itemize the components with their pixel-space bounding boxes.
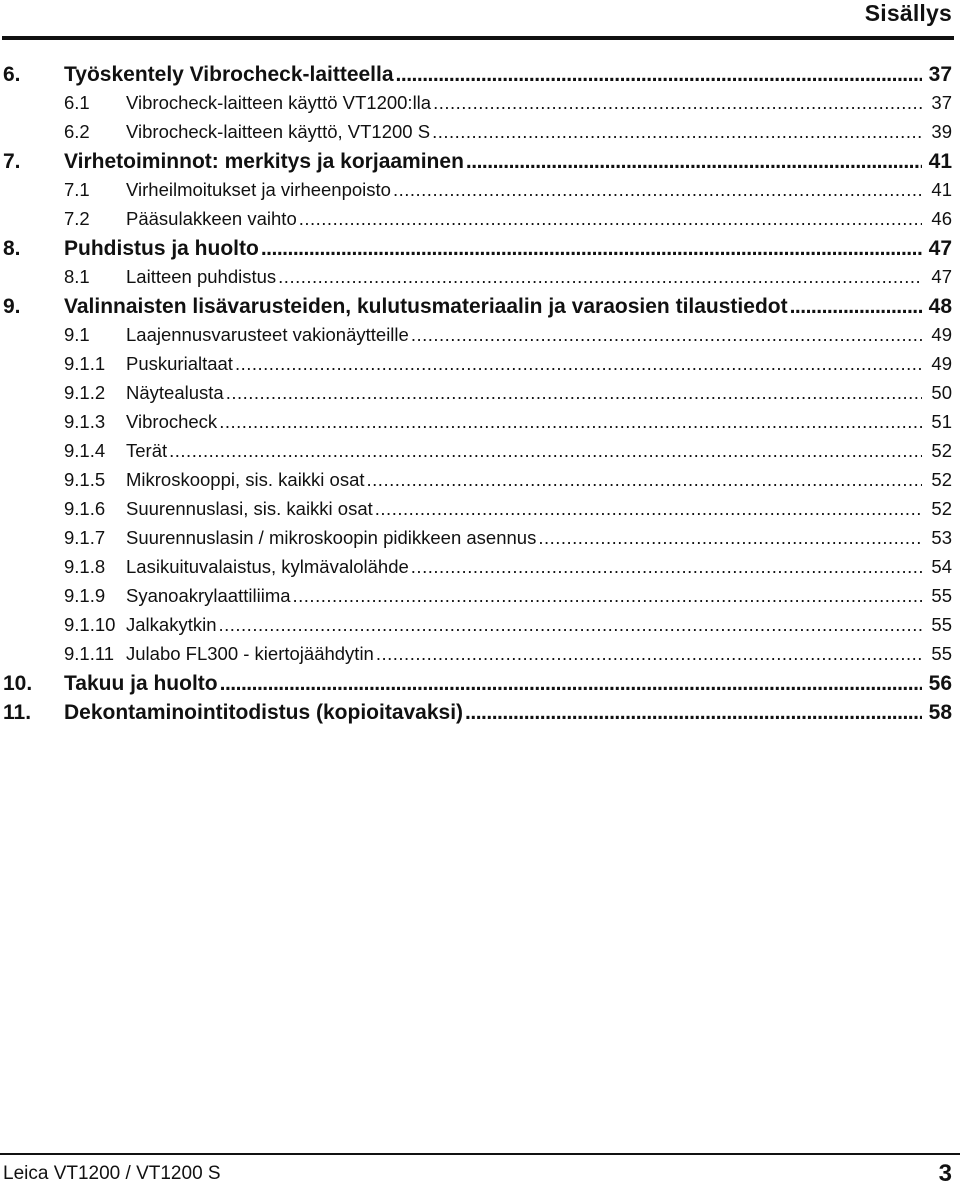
toc-entry[interactable] [0,150,960,179]
toc-dot-leader [367,469,922,491]
toc-entry-title: Mikroskooppi, sis. kaikki osat [126,469,365,490]
toc-entry-title-line [126,266,924,288]
toc-dot-leader [375,498,922,520]
toc-entry[interactable] [0,121,960,150]
toc-dot-leader [433,92,922,114]
toc-entry-title: Vibrocheck-laitteen käyttö VT1200:lla [126,92,432,113]
toc-entry[interactable] [0,469,960,498]
toc-entry-title: Virhetoiminnot: merkitys ja korjaaminen [64,150,464,173]
toc-entry-page: 47 [928,237,952,260]
footer-product-name: Leica VT1200 / VT1200 S [3,1163,221,1184]
toc-entry[interactable] [0,324,960,353]
toc-entry-page: 39 [931,121,952,142]
toc-entry-page: 52 [931,469,952,490]
toc-entry-title-line [64,237,924,261]
toc-dot-leader [432,121,922,143]
toc-entry-title: Syanoakrylaattiliima [126,585,291,606]
toc-entry-number: 9.1.9 [64,585,106,606]
toc-dot-leader [466,150,922,174]
toc-entry-number: 9.1.1 [64,353,106,374]
toc-entry[interactable] [0,411,960,440]
toc-entry-number: 9. [3,295,21,318]
toc-entry-title-line [126,382,924,404]
toc-entry-title-line [126,411,924,433]
toc-entry-title: Vibrocheck [126,411,218,432]
toc-entry-title-line [64,150,924,174]
toc-entry-title: Puskurialtaat [126,353,233,374]
toc-entry-title-line [126,643,924,665]
toc-entry-title-line [126,92,924,114]
toc-entry-title-line [126,208,924,230]
toc-entry-title-line [126,556,924,578]
toc-entry-title-line [126,324,924,346]
toc-entry-title: Laajennusvarusteet vakionäytteille [126,324,409,345]
toc-entry-number: 9.1.11 [64,643,115,664]
toc-entry-page: 51 [931,411,952,432]
toc-dot-leader [396,63,922,87]
toc-entry-number: 7.1 [64,179,90,200]
toc-entry-title-line [126,585,924,607]
toc-entry-number: 9.1.10 [64,614,116,635]
toc-entry-title-line [126,498,924,520]
toc-entry-title: Dekontaminointitodistus (kopioitavaksi) [64,701,464,724]
page-header-title: Sisällys [864,0,952,26]
footer-page-number: 3 [938,1160,952,1187]
toc-entry-number: 9.1.3 [64,411,106,432]
toc-dot-leader [220,672,922,696]
toc-entry-page: 50 [931,382,952,403]
toc-entry-title: Suurennuslasi, sis. kaikki osat [126,498,373,519]
toc-entry[interactable] [0,237,960,266]
toc-entry-page: 55 [931,585,952,606]
toc-entry-page: 54 [931,556,952,577]
toc-entry-title-line [64,63,924,87]
toc-entry-title-line [126,469,924,491]
toc-entry[interactable] [0,614,960,643]
toc-entry-page: 37 [928,63,952,86]
toc-entry-number: 6. [3,63,21,86]
toc-entry-page: 55 [931,614,952,635]
toc-dot-leader [169,440,922,462]
toc-entry[interactable] [0,295,960,324]
toc-entry-title: Pääsulakkeen vaihto [126,208,297,229]
toc-entry[interactable] [0,353,960,382]
header-rule [2,36,954,40]
toc-entry-page: 37 [931,92,952,113]
toc-entry-page: 53 [931,527,952,548]
toc-entry-page: 56 [928,672,952,695]
toc-entry-page: 41 [928,150,952,173]
toc-entry-title-line [126,353,924,375]
toc-dot-leader [219,411,922,433]
toc-entry-title: Laitteen puhdistus [126,266,277,287]
toc-entry[interactable] [0,208,960,237]
toc-dot-leader [465,701,922,725]
toc-entry-title: Suurennuslasin / mikroskoopin pidikkeen asennus [126,527,537,548]
toc-entry-number: 9.1.2 [64,382,106,403]
toc-entry-title: Jalkakytkin [126,614,217,635]
toc-dot-leader [393,179,922,201]
toc-entry-title: Työskentely Vibrocheck-laitteella [64,63,394,86]
toc-entry-title: Näytealusta [126,382,224,403]
toc-entry[interactable] [0,440,960,469]
toc-entry-number: 8. [3,237,21,260]
toc-entry[interactable] [0,643,960,672]
toc-entry-title-line [126,440,924,462]
toc-entry-page: 48 [928,295,952,318]
toc-entry-page: 41 [931,179,952,200]
toc-entry-number: 8.1 [64,266,90,287]
toc-entry[interactable] [0,92,960,121]
toc-entry-title: Vibrocheck-laitteen käyttö, VT1200 S [126,121,431,142]
toc-entry-page: 52 [931,440,952,461]
toc-entry-title: Terät [126,440,168,461]
toc-entry[interactable] [0,63,960,92]
toc-dot-leader [411,556,922,578]
toc-entry-number: 9.1.4 [64,440,106,461]
toc-entry-number: 6.2 [64,121,90,142]
footer-rule [0,1153,960,1155]
toc-entry-page: 49 [931,353,952,374]
toc-dot-leader [235,353,922,375]
toc-dot-leader [261,237,922,261]
toc-entry[interactable] [0,527,960,556]
toc-entry-title: Virheilmoitukset ja virheenpoisto [126,179,391,200]
toc-entry-page: 52 [931,498,952,519]
toc-entry[interactable] [0,382,960,411]
toc-entry-title: Julabo FL300 - kiertojäähdytin [126,643,374,664]
toc-entry-number: 10. [3,672,33,695]
toc-dot-leader [278,266,922,288]
toc-entry-number: 6.1 [64,92,90,113]
toc-entry-page: 49 [931,324,952,345]
toc-dot-leader [376,643,922,665]
toc-entry-title: Valinnaisten lisävarusteiden, kulutusmateriaalin ja varaosien tilaustiedot [64,295,788,318]
toc-entry-page: 47 [931,266,952,287]
toc-entry-title: Puhdistus ja huolto [64,237,259,260]
toc-dot-leader [226,382,922,404]
toc-entry-number: 7. [3,150,21,173]
toc-entry[interactable] [0,701,960,730]
toc-entry-number: 9.1.5 [64,469,106,490]
toc-entry-title-line [126,614,924,636]
toc-entry-number: 7.2 [64,208,90,229]
toc-entry[interactable] [0,179,960,208]
toc-entry-title-line [126,527,924,549]
toc-entry-title-line [64,701,924,725]
toc-entry-title-line [64,672,924,696]
toc-dot-leader [411,324,922,346]
toc-entry[interactable] [0,498,960,527]
toc-entry-title: Takuu ja huolto [64,672,218,695]
toc-entry[interactable] [0,556,960,585]
toc-entry-number: 9.1.7 [64,527,106,548]
toc-entry-number: 9.1.8 [64,556,106,577]
toc-entry-title: Lasikuituvalaistus, kylmävalolähde [126,556,409,577]
toc-entry-page: 46 [931,208,952,229]
toc-entry-number: 9.1.6 [64,498,106,519]
toc-entry-number: 9.1 [64,324,90,345]
toc-entry-page: 55 [931,643,952,664]
toc-entry-number: 11. [3,701,32,724]
toc-dot-leader [299,208,922,230]
toc-entry-page: 58 [928,701,952,724]
toc-dot-leader [218,614,922,636]
toc-entry-title-line [126,121,924,143]
toc-dot-leader [538,527,922,549]
toc-entry[interactable] [0,266,960,295]
toc-dot-leader [293,585,922,607]
toc-dot-leader [790,295,922,319]
toc-entry[interactable] [0,585,960,614]
toc-entry-title-line [64,295,924,319]
toc-entry[interactable] [0,672,960,701]
toc-entry-title-line [126,179,924,201]
